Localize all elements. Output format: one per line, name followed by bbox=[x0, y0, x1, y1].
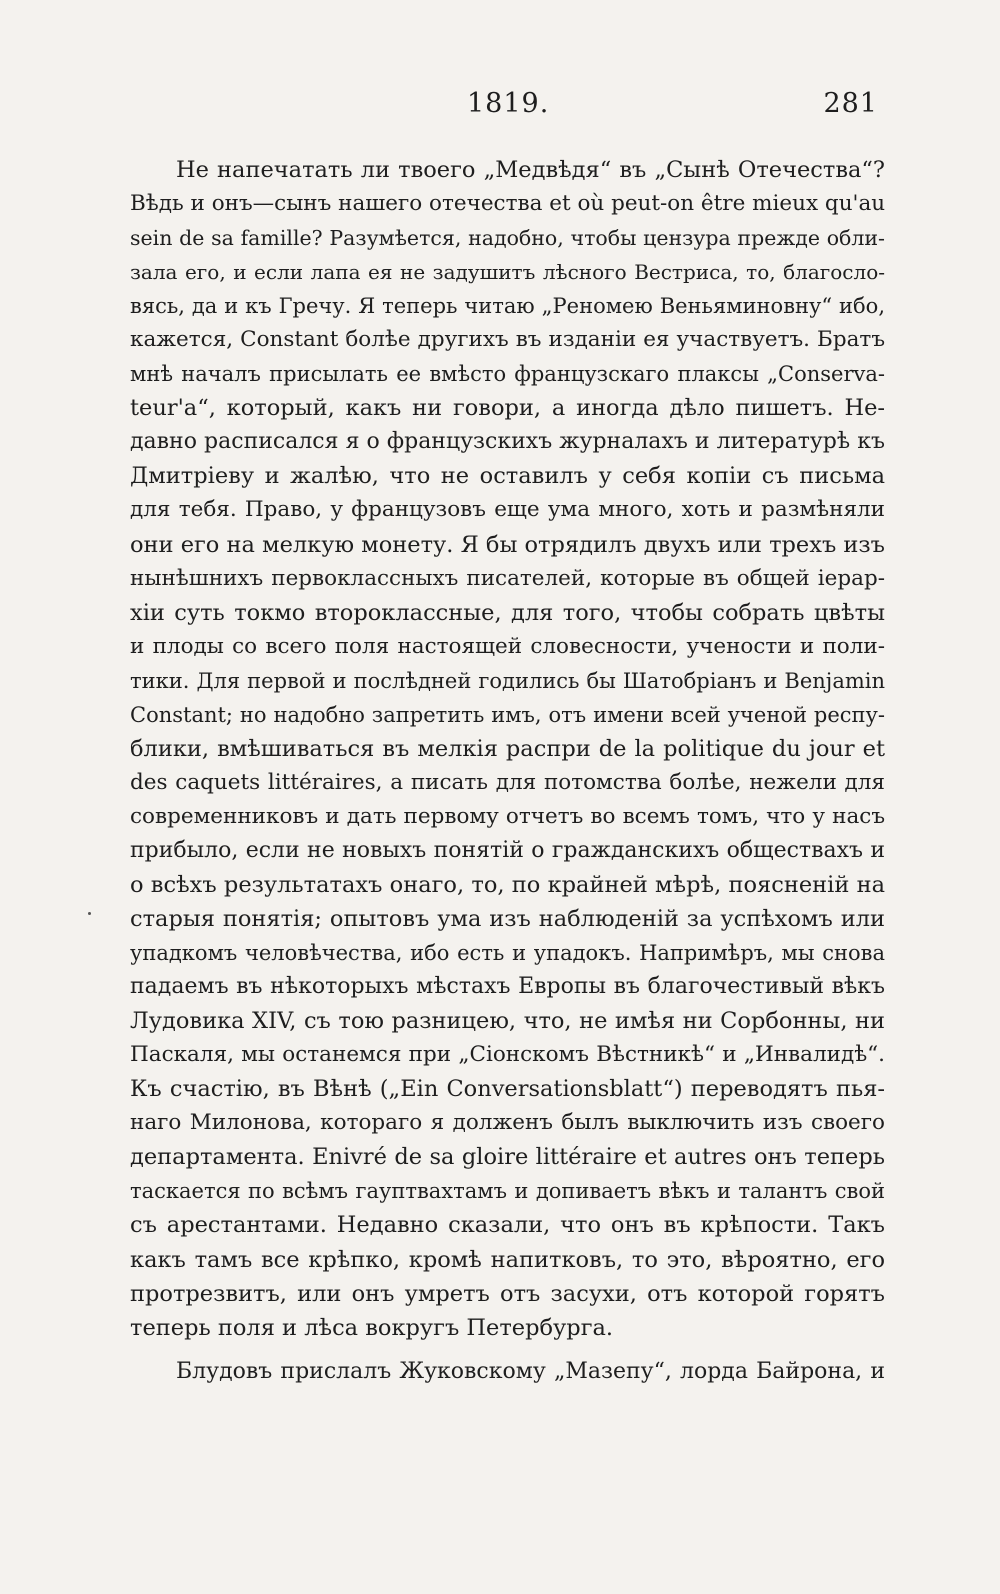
text-line: нынѣшнихъ первоклассныхъ писателей, которые въ общей іерар- bbox=[130, 565, 885, 591]
text-line: Блудовъ прислалъ Жуковскому „Мазепу“, лорда Байрона, и bbox=[176, 1358, 885, 1384]
header-year: 1819. bbox=[467, 88, 550, 119]
text-line: какъ тамъ все крѣпко, кромѣ напитковъ, то это, вѣроятно, его bbox=[130, 1246, 885, 1273]
text-line: Не напечатать ли твоего „Медвѣдя“ въ „Сынѣ Отечества“? bbox=[176, 157, 885, 183]
text-line: давно расписался я о французскихъ журналахъ и литературѣ къ bbox=[130, 429, 885, 455]
text-line: прибыло, если не новыхъ понятій о гражданскихъ обществахъ и bbox=[130, 837, 885, 863]
text-line: Вѣдь и онъ—сынъ нашего отечества et où peut-on être mieux qu'au bbox=[130, 191, 885, 217]
page-number: 281 bbox=[823, 88, 878, 119]
text-line: теперь поля и лѣса вокругъ Петербурга. bbox=[130, 1314, 614, 1341]
text-line: блики, вмѣшиваться въ мелкія распри de la politique du jour et bbox=[130, 735, 885, 762]
text-line: Лудовика XIV, съ тою разницею, что, не имѣя ни Сорбонны, ни bbox=[130, 1008, 885, 1035]
text-line: департамента. Enivré de sa gloire littéraire et autres онъ теперь bbox=[130, 1144, 885, 1171]
text-line: о всѣхъ результатахъ онаго, то, по крайней мѣрѣ, поясненій на bbox=[130, 871, 885, 898]
text-line: падаемъ въ нѣкоторыхъ мѣстахъ Европы въ благочестивый вѣкъ bbox=[130, 974, 885, 1000]
body-text bbox=[130, 153, 885, 1389]
text-line: тики. Для первой и послѣдней годились бы Шатобріанъ и Benjamin bbox=[130, 668, 885, 693]
text-line: Къ счастію, въ Вѣнѣ („Ein Conversationsblatt“) переводятъ пья- bbox=[130, 1076, 885, 1103]
text-line: современниковъ и дать первому отчетъ во всемъ томъ, что у насъ bbox=[130, 803, 885, 829]
text-line: teur'a“, который, какъ ни говори, а иногда дѣло пишетъ. Не- bbox=[130, 395, 885, 422]
text-line: кажется, Constant болѣе другихъ въ изданіи ея участвуетъ. Братъ bbox=[130, 327, 885, 353]
text-line: упадкомъ человѣчества, ибо есть и упадокъ. Напримѣръ, мы снова bbox=[130, 941, 885, 966]
running-head bbox=[120, 88, 890, 128]
text-line: зала его, и если лапа ея не задушитъ лѣсного Вестриса, то, благосло- bbox=[130, 260, 885, 285]
text-line: таскается по всѣмъ гауптвахтамъ и допиваетъ вѣкъ и талантъ свой bbox=[130, 1179, 885, 1204]
paragraph bbox=[130, 1355, 885, 1389]
text-line: наго Милонова, котораго я долженъ былъ выключить изъ своего bbox=[130, 1110, 885, 1136]
paragraph bbox=[130, 153, 885, 1345]
text-line: они его на мелкую монету. Я бы отрядилъ двухъ или трехъ изъ bbox=[130, 531, 885, 558]
text-line: вясь, да и къ Гречу. Я теперь читаю „Реномею Веньяминовну“ ибо, bbox=[130, 294, 885, 319]
text-line: Constant; но надобно запретить имъ, отъ имени всей ученой респу- bbox=[130, 702, 885, 727]
text-line: хіи суть токмо второклассные, для того, чтобы собрать цвѣты bbox=[130, 599, 885, 626]
text-line: протрезвитъ, или онъ умретъ отъ засухи, отъ которой горятъ bbox=[130, 1280, 885, 1307]
paragraph-gap bbox=[130, 1345, 885, 1355]
text-line: мнѣ началъ присылать ее вмѣсто французскаго плаксы „Conserva- bbox=[130, 362, 885, 387]
text-line: des caquets littéraires, а писать для потомства болѣе, нежели для bbox=[130, 769, 885, 795]
text-line: sein de sa famille? Разумѣется, надобно, чтобы цензура прежде обли- bbox=[130, 226, 885, 251]
text-line: для тебя. Право, у французовъ еще ума много, хоть и размѣняли bbox=[130, 497, 885, 523]
text-line: и плоды со всего поля настоящей словесности, учености и поли- bbox=[130, 633, 885, 659]
text-line: Дмитріеву и жалѣю, что не оставилъ у себя копіи съ письма bbox=[130, 463, 885, 490]
print-speck bbox=[88, 912, 91, 915]
text-line: съ арестантами. Недавно сказали, что онъ въ крѣпости. Такъ bbox=[130, 1212, 885, 1239]
text-line: старыя понятія; опытовъ ума изъ наблюденій за успѣхомъ или bbox=[130, 906, 885, 933]
text-line: Паскаля, мы останемся при „Сіонскомъ Вѣстникѣ“ и „Инвалидѣ“. bbox=[130, 1042, 885, 1068]
